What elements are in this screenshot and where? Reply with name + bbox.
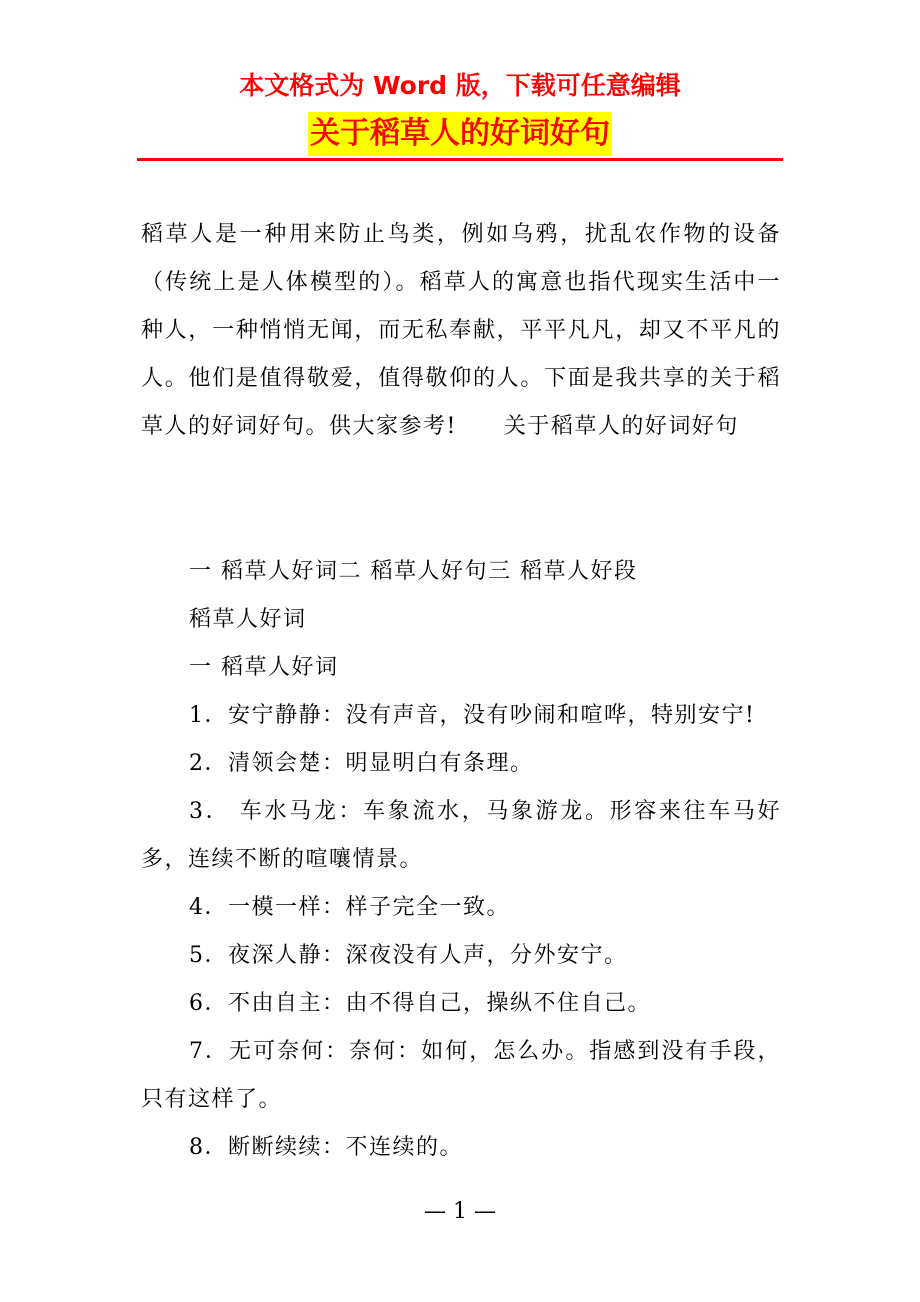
list-item: 2．清领会楚：明显明白有条理。 <box>189 751 534 776</box>
list-item: 6．不由自主：由不得自己，操纵不住自己。 <box>189 991 651 1016</box>
word-format-notice: 本文格式为 Word 版，下载可任意编辑 <box>239 71 681 100</box>
page-number: — 1 — <box>424 1199 496 1224</box>
table-of-contents-line: 一 稻草人好词二 稻草人好句三 稻草人好段 <box>189 559 638 584</box>
list-item: 3． 车水马龙：车象流水，马象游龙。形容来往车马好多，连续不断的喧嚷情景。 <box>141 799 781 872</box>
list-item: 1．安宁静静：没有声音，没有吵闹和喧哗，特别安宁! <box>189 703 756 728</box>
subsection-heading: 一 稻草人好词 <box>189 655 339 680</box>
list-item: 5．夜深人静：深夜没有人声，分外安宁。 <box>189 943 628 968</box>
list-item: 4．一模一样：样子完全一致。 <box>189 895 510 920</box>
list-item: 7．无可奈何：奈何：如何，怎么办。指感到没有手段，只有这样了。 <box>141 1039 781 1112</box>
header-divider <box>137 158 783 161</box>
list-item: 8．断断续续：不连续的。 <box>189 1135 463 1160</box>
document-title: 关于稻草人的好词好句 <box>308 112 612 156</box>
intro-paragraph: 稻草人是一种用来防止鸟类，例如乌鸦，扰乱农作物的设备（传统上是人体模型的）。稻草人的寓意也指代现实生活中一种人，一种悄悄无闻，而无私奉献，平平凡凡，却又不平凡的人。他们是值得敬爱，值得敬仰的人。下面是我共享的关于稻草人的好词好句。供大家参考! 关于稻草人的好词好句 <box>141 222 781 439</box>
section-heading: 稻草人好词 <box>189 607 307 632</box>
title-container <box>0 112 920 156</box>
